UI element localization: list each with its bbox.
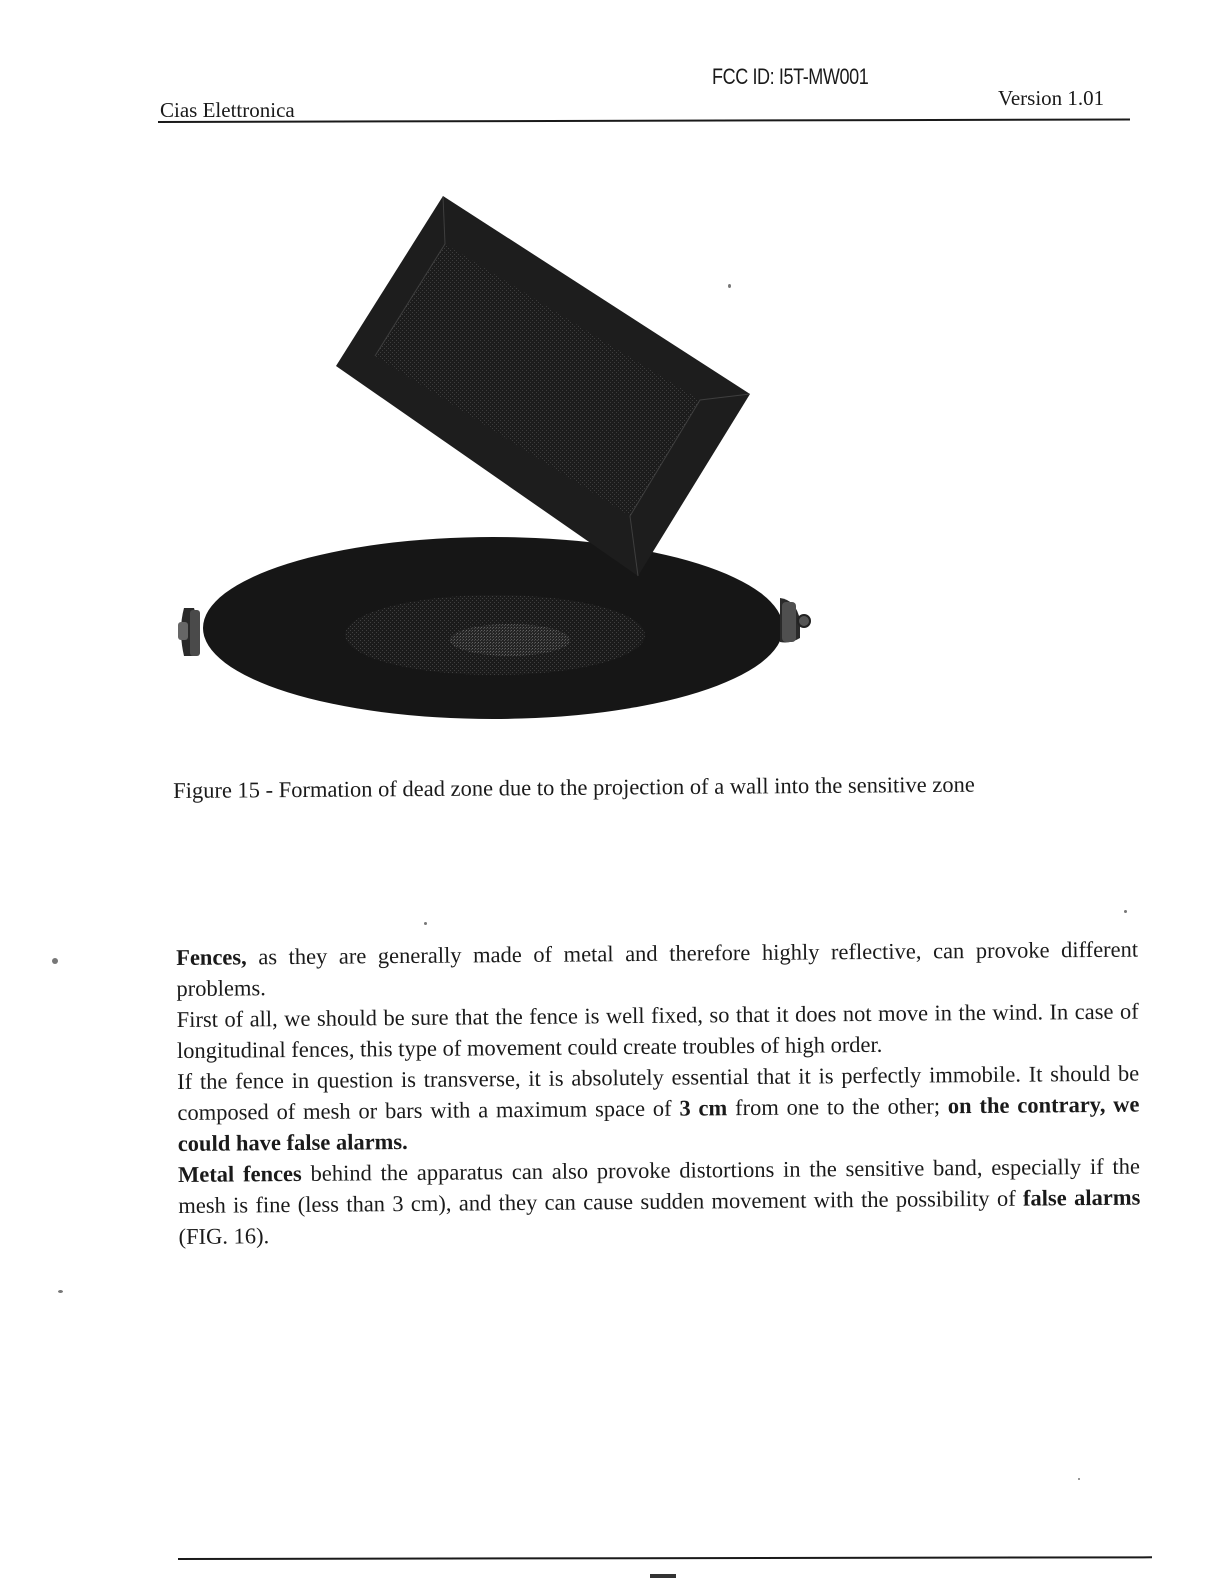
fcc-id: FCC ID: I5T-MW001: [712, 64, 869, 89]
paragraph-text: First of all, we should be sure that the fence is well fixed, so that it does not move in the wind. In case of longitudinal fences, this type of movement could create troubles of high order.: [176, 998, 1139, 1063]
paragraph-fences: [176, 934, 1139, 1004]
version-label: Version 1.01: [998, 86, 1105, 110]
receiver-unit: [780, 598, 810, 643]
bold-term: false alarms: [1022, 1184, 1141, 1211]
header-rule: [158, 118, 1130, 123]
figure-caption: Figure 15 - Formation of dead zone due to the projection of a wall into the sensitive zone: [173, 771, 975, 803]
paragraph-text: from one to the other;: [727, 1093, 948, 1121]
paragraph-fixed-fence: [177, 996, 1140, 1066]
bold-warning: on the contrary, we could have false alarms.: [177, 1091, 1140, 1156]
bold-term: Metal fences: [177, 1160, 302, 1187]
page-number-fragment: [650, 1574, 676, 1578]
scan-speck: [1124, 910, 1127, 913]
scan-speck: [52, 958, 58, 964]
footer-rule: [178, 1556, 1152, 1560]
paragraph-text: as they are generally made of metal and therefore highly reflective, can provoke different problems.: [176, 936, 1139, 1001]
body-text: [176, 934, 1141, 1252]
paragraph-transverse-fence: [177, 1058, 1140, 1159]
scan-speck: [728, 284, 731, 288]
paragraph-text: (FIG. 16).: [178, 1223, 270, 1249]
scan-speck: [424, 922, 427, 925]
transmitter-unit: [178, 608, 200, 656]
paragraph-metal-fences: [178, 1151, 1141, 1252]
scan-speck: [58, 1290, 63, 1293]
scan-speck: [1078, 1478, 1080, 1480]
paragraph-text: If the fence in question is transverse, it is absolutely essential that it is perfectly immobile. It should be composed of mesh or bars with a maximum space of: [177, 1060, 1140, 1125]
bold-term: Fences,: [176, 944, 247, 970]
company-name: Cias Elettronica: [160, 98, 295, 122]
paragraph-text: behind the apparatus can also provoke distortions in the sensitive band, especially if the mesh is fine (less than 3 cm), and they can cause sudden movement with the possibility of: [178, 1153, 1141, 1218]
bold-term: 3 cm: [679, 1095, 728, 1121]
dead-zone-figure: [160, 180, 840, 740]
